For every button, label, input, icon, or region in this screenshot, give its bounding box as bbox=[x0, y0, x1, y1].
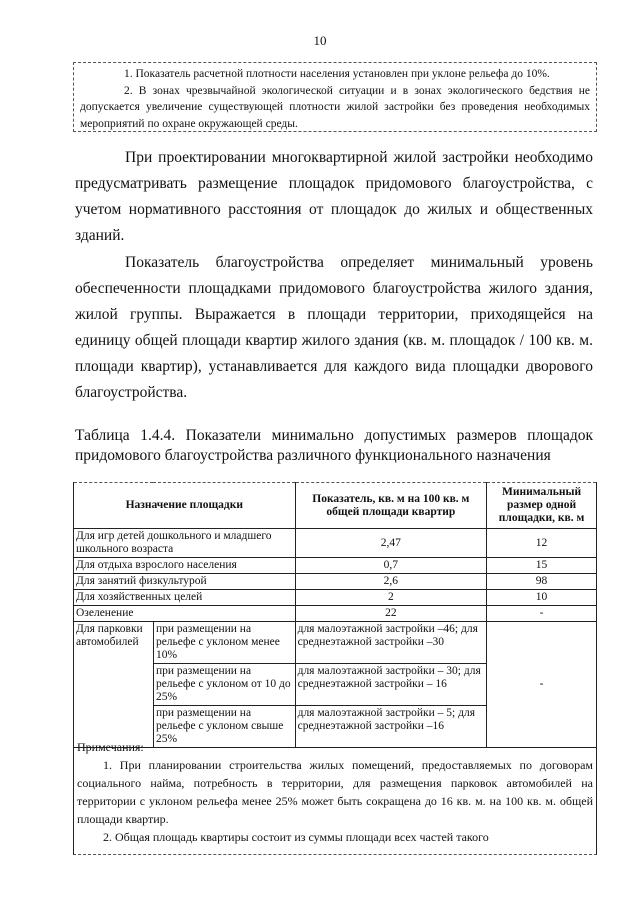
note-1: 1. При планировании строительства жилых помещений, предоставляемых по договорам социального найма, потребность в территории, для размещения парковок автомобилей на территории с уклоном рельефа менее 25% может быть сокращена до 16 кв. м. на 100 кв. м. общей площади квартир. bbox=[77, 758, 593, 826]
row-name: Для хозяйственных целей bbox=[74, 590, 296, 606]
playground-table bbox=[73, 482, 597, 748]
row-name: Озеленение bbox=[74, 606, 296, 622]
table-header-row bbox=[74, 483, 597, 529]
row-indicator: 2,47 bbox=[295, 529, 487, 558]
row-min: 10 bbox=[487, 590, 597, 606]
row-indicator: 2 bbox=[295, 590, 487, 606]
parking-condition: при размещении на рельефе с уклоном свыше 25% bbox=[153, 706, 295, 748]
top-note-1: 1. Показатель расчетной плотности населения установлен при уклоне рельефа до 10%. bbox=[124, 68, 550, 80]
page-number: 10 bbox=[313, 33, 327, 48]
parking-values: для малоэтажной застройки – 5; для среднеэтажной застройки –16 bbox=[295, 706, 487, 748]
table-row bbox=[74, 574, 597, 590]
parking-values: для малоэтажной застройки –46; для среднеэтажной застройки –30 bbox=[295, 622, 487, 664]
header-purpose: Назначение площадки bbox=[74, 483, 296, 529]
paragraph-2 bbox=[75, 250, 593, 406]
row-name: Для занятий физкультурой bbox=[74, 574, 296, 590]
row-indicator: 2,6 bbox=[295, 574, 487, 590]
row-name: Для игр детей дошкольного и младшего школьного возраста bbox=[74, 529, 296, 558]
row-indicator: 22 bbox=[295, 606, 487, 622]
table-row bbox=[74, 590, 597, 606]
note-2: 2. Общая площадь квартиры состоит из суммы площади всех частей такого bbox=[103, 830, 489, 844]
table-caption: Таблица 1.4.4. Показатели минимально допустимых размеров площадок придомового благоустройства различного функционального назначения bbox=[75, 427, 593, 464]
paragraph-1-text: При проектировании многоквартирной жилой застройки необходимо предусматривать размещение площадок придомового благоустройства, с учетом нормативного расстояния от площадок до жилых и общественных зданий. bbox=[75, 149, 593, 244]
row-min: 12 bbox=[487, 529, 597, 558]
parking-label: Для парковки автомобилей bbox=[74, 622, 154, 748]
top-note-2: 2. В зонах чрезвычайной экологической ситуации и в зонах экологического бедствия не допускается увеличение существующей плотности жилой застройки без проведения необходимых мероприятий по охране окружающей среды. bbox=[80, 84, 590, 130]
table-notes bbox=[73, 738, 597, 855]
table-row bbox=[74, 606, 597, 622]
parking-row bbox=[74, 622, 597, 664]
row-min: 98 bbox=[487, 574, 597, 590]
row-name: Для отдыха взрослого населения bbox=[74, 558, 296, 574]
paragraph-2-text: Показатель благоустройства определяет минимальный уровень обеспеченности площадками придомового благоустройства жилого здания, жилой группы. Выражается в площади территории, приходящейся на единицу общей площади квартир жилого здания (кв. м. площадок / 100 кв. м. площади квартир), устанавливается для каждого вида площадки дворового благоустройства. bbox=[75, 254, 593, 401]
header-indicator: Показатель, кв. м на 100 кв. м общей площади квартир bbox=[295, 483, 487, 529]
top-notes-box bbox=[73, 62, 597, 132]
header-min-size: Минимальный размер одной площадки, кв. м bbox=[487, 483, 597, 529]
table-row bbox=[74, 558, 597, 574]
row-indicator: 0,7 bbox=[295, 558, 487, 574]
parking-condition: при размещении на рельефе с уклоном от 10 до 25% bbox=[153, 664, 295, 706]
row-min: 15 bbox=[487, 558, 597, 574]
parking-values: для малоэтажной застройки – 30; для среднеэтажной застройки – 16 bbox=[295, 664, 487, 706]
table-row bbox=[74, 529, 597, 558]
notes-title: Примечания: bbox=[77, 740, 144, 754]
paragraph-1 bbox=[75, 145, 593, 249]
row-min: - bbox=[487, 606, 597, 622]
parking-min: - bbox=[487, 622, 597, 748]
parking-condition: при размещении на рельефе с уклоном менее 10% bbox=[153, 622, 295, 664]
